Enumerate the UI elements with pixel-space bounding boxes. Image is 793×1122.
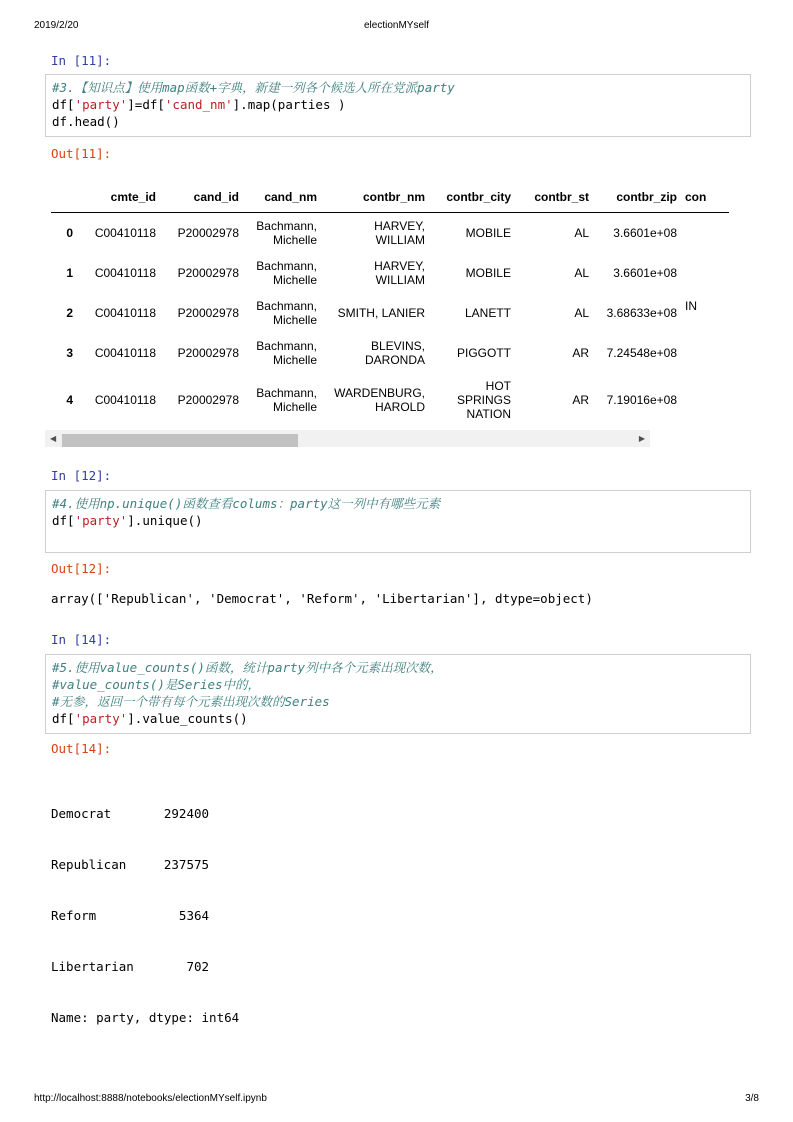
cell-cmte-id: C00410118 bbox=[94, 345, 156, 360]
cell-cand-nm: Bachmann, Michelle bbox=[256, 298, 317, 327]
column-header: cand_nm bbox=[243, 182, 321, 213]
cell-cand-id: P20002978 bbox=[177, 392, 239, 407]
cell-contbr-city: MOBILE bbox=[465, 265, 511, 280]
cell-cmte-id: C00410118 bbox=[94, 392, 156, 407]
column-header: cand_id bbox=[160, 182, 243, 213]
cell-con bbox=[681, 333, 729, 373]
cell-contbr-st: AL bbox=[574, 305, 589, 320]
cell-cmte-id: C00410118 bbox=[94, 265, 156, 280]
code-line: df['party']=df['cand_nm'].map(parties ) bbox=[52, 97, 346, 112]
output-line: Democrat 292400 bbox=[51, 806, 210, 821]
code-comment: #无参，返回一个带有每个元素出现次数的Series bbox=[52, 694, 330, 709]
cell-cand-id: P20002978 bbox=[177, 305, 239, 320]
cell-contbr-city: PIGGOTT bbox=[457, 345, 511, 360]
column-header: contbr_st bbox=[515, 182, 593, 213]
in-prompt-11: In [11]: bbox=[51, 53, 112, 68]
code-line: df.head() bbox=[52, 114, 120, 129]
horizontal-scrollbar[interactable] bbox=[45, 430, 650, 447]
scrollbar-thumb[interactable] bbox=[62, 434, 298, 447]
unique-output: array(['Republican', 'Democrat', 'Reform', 'Libertarian'], dtype=object) bbox=[51, 591, 593, 606]
row-index: 2 bbox=[66, 305, 73, 320]
cell-contbr-nm: BLEVINS, DARONDA bbox=[364, 338, 425, 367]
column-header bbox=[51, 182, 77, 213]
cell-contbr-st: AL bbox=[574, 265, 589, 280]
table-row bbox=[51, 373, 729, 427]
table-row bbox=[51, 213, 729, 253]
table-row bbox=[51, 293, 729, 333]
print-url: http://localhost:8888/notebooks/electionMYself.ipynb bbox=[34, 1093, 267, 1104]
cell-contbr-zip: 7.19016e+08 bbox=[606, 392, 677, 407]
output-line: Republican 237575 bbox=[51, 857, 210, 872]
cell-contbr-st: AL bbox=[574, 225, 589, 240]
cell-contbr-nm: SMITH, LANIER bbox=[337, 305, 425, 320]
dataframe-table bbox=[51, 182, 729, 427]
cell-cand-nm: Bachmann, Michelle bbox=[256, 385, 317, 414]
cell-cmte-id: C00410118 bbox=[94, 305, 156, 320]
code-line: df['party'].value_counts() bbox=[52, 711, 248, 726]
print-date: 2019/2/20 bbox=[34, 20, 79, 31]
code-cell-12[interactable] bbox=[45, 490, 751, 553]
row-index: 4 bbox=[66, 392, 73, 407]
column-header: cmte_id bbox=[77, 182, 160, 213]
row-index: 0 bbox=[66, 225, 73, 240]
cell-contbr-zip: 7.24548e+08 bbox=[606, 345, 677, 360]
cell-cand-id: P20002978 bbox=[177, 265, 239, 280]
output-line: Name: party, dtype: int64 bbox=[51, 1010, 240, 1025]
column-header: contbr_nm bbox=[321, 182, 429, 213]
code-cell-14[interactable] bbox=[45, 654, 751, 734]
cell-cand-nm: Bachmann, Michelle bbox=[256, 258, 317, 287]
row-index: 1 bbox=[66, 265, 73, 280]
cell-contbr-nm: HARVEY, WILLIAM bbox=[374, 258, 425, 287]
code-comment: #value_counts()是Series中的， bbox=[52, 677, 261, 692]
cell-con: IN bbox=[685, 298, 697, 313]
code-comment: #5.使用value_counts()函数，统计party列中各个元素出现次数， bbox=[52, 660, 443, 675]
cell-con bbox=[681, 373, 729, 427]
cell-con bbox=[681, 253, 729, 293]
in-prompt-12: In [12]: bbox=[51, 468, 112, 483]
print-title: electionMYself bbox=[363, 20, 430, 31]
table-row bbox=[51, 333, 729, 373]
cell-con bbox=[681, 213, 729, 253]
code-comment: #4.使用np.unique()函数查看colums：party这一列中有哪些元素 bbox=[52, 496, 441, 511]
cell-contbr-nm: HARVEY, WILLIAM bbox=[374, 218, 425, 247]
cell-contbr-city: HOT SPRINGS NATION bbox=[456, 378, 511, 421]
out-prompt-11: Out[11]: bbox=[51, 146, 112, 161]
scroll-left-icon[interactable]: ◀ bbox=[50, 434, 57, 443]
column-header: contbr_zip bbox=[593, 182, 681, 213]
column-header: con bbox=[681, 182, 729, 213]
cell-cand-nm: Bachmann, Michelle bbox=[256, 218, 317, 247]
cell-contbr-zip: 3.6601e+08 bbox=[613, 225, 677, 240]
cell-contbr-nm: WARDENBURG, HAROLD bbox=[334, 385, 425, 414]
scroll-right-icon[interactable]: ▶ bbox=[638, 434, 645, 443]
cell-cand-nm: Bachmann, Michelle bbox=[256, 338, 317, 367]
code-line: df['party'].unique() bbox=[52, 513, 203, 528]
cell-contbr-zip: 3.6601e+08 bbox=[613, 265, 677, 280]
cell-contbr-city: MOBILE bbox=[465, 225, 511, 240]
output-line: Reform 5364 bbox=[51, 908, 210, 923]
out-prompt-14: Out[14]: bbox=[51, 741, 112, 756]
cell-contbr-st: AR bbox=[572, 345, 589, 360]
code-comment: #3.【知识点】使用map函数+字典，新建一列各个候选人所在党派party bbox=[52, 80, 455, 95]
cell-cand-id: P20002978 bbox=[177, 345, 239, 360]
cell-contbr-st: AR bbox=[572, 392, 589, 407]
cell-contbr-zip: 3.68633e+08 bbox=[606, 305, 677, 320]
dataframe-output bbox=[51, 182, 707, 422]
cell-cmte-id: C00410118 bbox=[94, 225, 156, 240]
print-page-number: 3/8 bbox=[745, 1093, 759, 1104]
column-header: contbr_city bbox=[429, 182, 515, 213]
cell-cand-id: P20002978 bbox=[177, 225, 239, 240]
row-index: 3 bbox=[66, 345, 73, 360]
out-prompt-12: Out[12]: bbox=[51, 561, 112, 576]
value-counts-output bbox=[51, 771, 239, 1043]
table-row bbox=[51, 253, 729, 293]
cell-contbr-city: LANETT bbox=[464, 305, 511, 320]
output-line: Libertarian 702 bbox=[51, 959, 210, 974]
code-cell-11[interactable] bbox=[45, 74, 751, 137]
in-prompt-14: In [14]: bbox=[51, 632, 112, 647]
